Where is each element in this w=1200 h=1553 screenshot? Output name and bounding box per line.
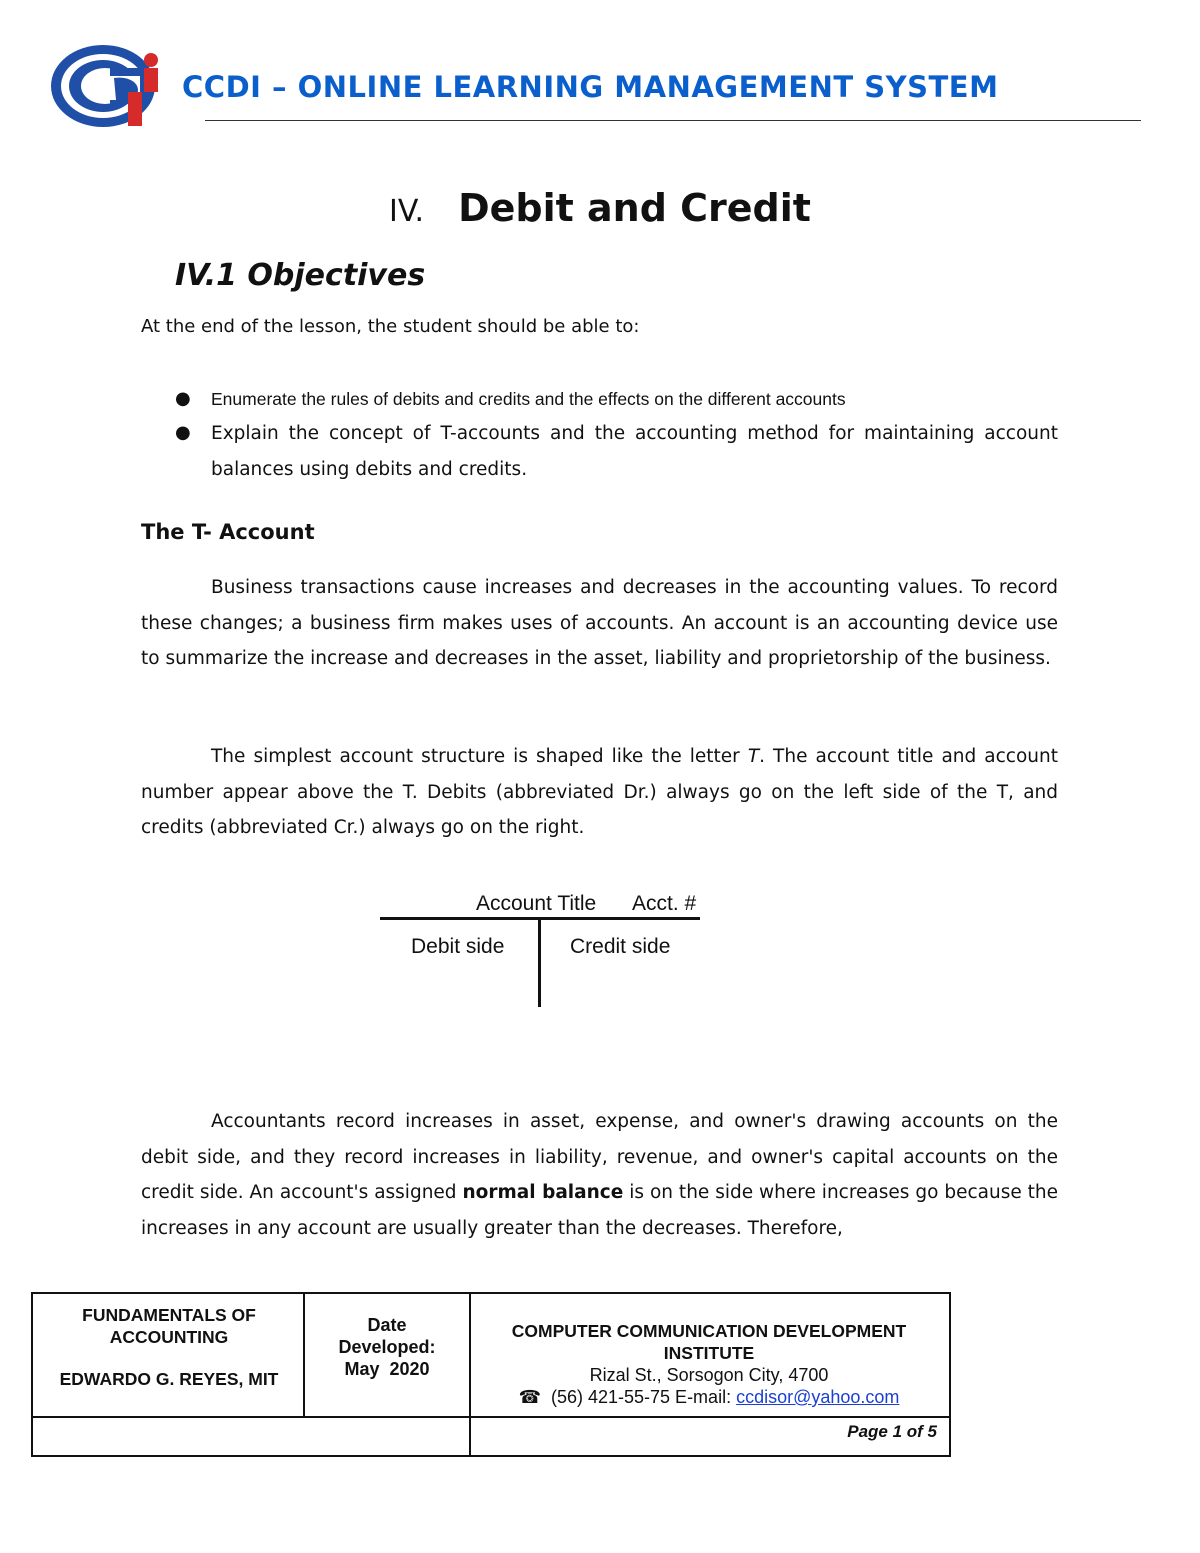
objective-text: Enumerate the rules of debits and credits and the effects on the different accounts [211, 389, 846, 409]
institute-name: INSTITUTE [663, 1343, 755, 1363]
chapter-title-text: Debit and Credit [458, 186, 811, 230]
credit-side-label: Credit side [570, 935, 671, 958]
date-value: May 2020 [344, 1359, 430, 1379]
t-account-diagram [378, 890, 704, 1010]
paragraph: Business transactions cause increases and decreases in the accounting values. To record these changes; a business firm makes uses of accounts. An account is an accounting device use to summarize the increase and decreases in the asset, liability and proprietorship of the business. [141, 577, 1058, 669]
bold-term: normal balance [462, 1182, 624, 1203]
institute-name: COMPUTER COMMUNICATION DEVELOPMENT [511, 1321, 907, 1341]
ccdi-logo [48, 42, 164, 134]
bullet-icon: ● [175, 422, 191, 443]
date-cell [311, 1314, 463, 1380]
contact-line [477, 1386, 941, 1408]
objectives-list [141, 388, 1058, 494]
header-divider [205, 120, 1141, 121]
paragraph-text: The simplest account structure is shaped like the letter [211, 746, 748, 767]
date-label: Date [367, 1315, 407, 1335]
chapter-title [0, 186, 1200, 230]
bullet-icon: ● [175, 388, 191, 409]
t-account-stem [538, 917, 541, 1007]
list-item [141, 416, 1058, 488]
paragraph [141, 1104, 1058, 1246]
emphasis-letter: T [747, 746, 760, 767]
objectives-intro: At the end of the lesson, the student should be able to: [141, 316, 640, 337]
system-title: CCDI – ONLINE LEARNING MANAGEMENT SYSTEM [182, 70, 999, 104]
author-name: EDWARDO G. REYES, MIT [59, 1369, 279, 1389]
table-divider [303, 1294, 305, 1417]
paragraph [141, 739, 1058, 846]
chapter-number: IV. [389, 194, 425, 229]
footer-table [31, 1292, 951, 1457]
phone-text: (56) 421-55-75 E-mail: [550, 1387, 737, 1407]
paragraph-text: is on the side where increases go because the increases in any account are usually greater than the decreases. Therefore, [141, 1182, 1059, 1239]
account-title-label: Account Title [476, 892, 597, 915]
telephone-icon: ☎ [518, 1387, 541, 1407]
paragraph-text: Accountants record increases in asset, expense, and owner's drawing accounts on the debit side, and they record increases in liability, revenue, and owner's capital accounts on the credit side. An account's assigned [141, 1111, 1058, 1203]
account-number-label: Acct. # [632, 892, 697, 915]
table-divider [33, 1416, 949, 1418]
email-link[interactable]: ccdisor@yahoo.com [736, 1387, 900, 1407]
table-divider [469, 1294, 471, 1455]
paragraph-text: . The account title and account number appear above the T. Debits (abbreviated Dr.) always go on the left side of the T, and credits (abbreviated Cr.) always go on the right. [141, 746, 1058, 838]
debit-side-label: Debit side [411, 935, 505, 958]
page-number: Page 1 of 5 [847, 1422, 937, 1441]
section-heading: The T- Account [141, 520, 315, 544]
date-label: Developed: [338, 1337, 436, 1357]
objectives-heading: IV.1 Objectives [175, 258, 426, 293]
objective-text: Explain the concept of T-accounts and the accounting method for maintaining account balances using debits and credits. [211, 423, 1058, 480]
institute-address: Rizal St., Sorsogon City, 4700 [589, 1365, 829, 1385]
list-item [141, 388, 1058, 410]
course-name: ACCOUNTING [109, 1327, 229, 1347]
course-cell [39, 1304, 299, 1390]
institute-cell [477, 1320, 941, 1408]
course-name: FUNDAMENTALS OF [82, 1305, 256, 1325]
